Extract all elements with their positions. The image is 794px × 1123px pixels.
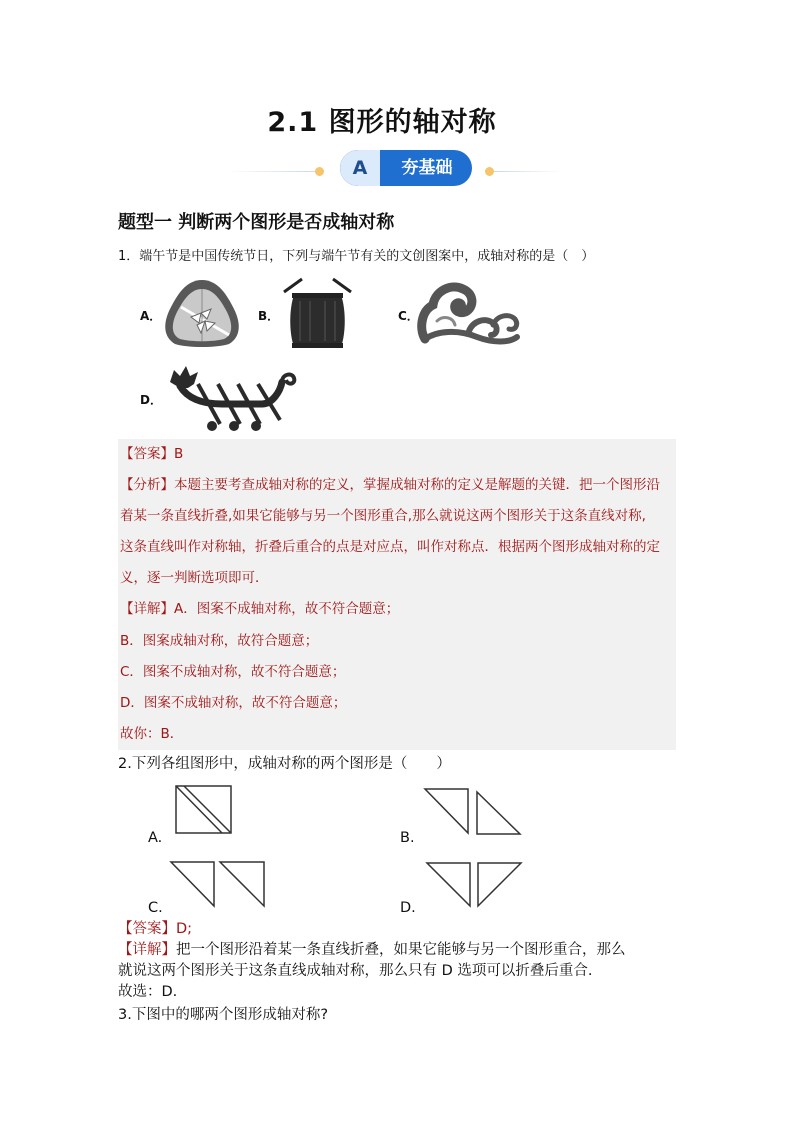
q1-analysis-line-2: 着某一条直线折叠,如果它能够与另一个图形重合,那么就说这两个图形关于这条直线对称, [120, 508, 646, 524]
band-dot-left [315, 167, 324, 176]
section-heading: 题型一 判断两个图形是否成轴对称 [118, 212, 395, 233]
level-badge [340, 150, 472, 186]
q1-option-b-label: B． [258, 309, 280, 323]
q2-answer [118, 919, 192, 940]
q1-analysis-line-1: 【分析】本题主要考查成轴对称的定义，掌握成轴对称的定义是解题的关键．把一个图形沿 [120, 477, 660, 493]
q2-detail-line-1 [118, 940, 626, 961]
q1-option-a-label: A． [140, 309, 162, 323]
q1-detail-line-3: C．图案不成轴对称，故不符合题意； [120, 664, 346, 680]
question-1-stem: 1．端午节是中国传统节日，下列与端午节有关的文创图案中，成轴对称的是（ ） [118, 249, 595, 264]
q2-figure-c [168, 858, 268, 910]
q1-detail-line-5: 故你：B． [120, 726, 184, 742]
question-2-stem: 2.下列各组图形中，成轴对称的两个图形是（ ） [118, 756, 451, 772]
q1-detail-line-1: 【详解】A．图案不成轴对称，故不符合题意； [120, 601, 400, 617]
q2-option-d-label: D. [400, 900, 416, 916]
q2-option-c-label: C. [148, 900, 163, 916]
dragon-boat-icon [162, 362, 298, 432]
q2-conclusion-value: D. [161, 984, 178, 1000]
q2-option-a-label: A. [148, 830, 163, 846]
zongzi-icon [161, 277, 243, 349]
band-line-left [228, 171, 316, 172]
auspicious-cloud-icon [417, 281, 520, 345]
q1-analysis-line-3: 这条直线叫作对称轴，折叠后重合的点是对应点，叫作对称点．根据两个图形成轴对称的定 [120, 539, 660, 555]
q2-conclusion [118, 982, 177, 1003]
band-dot-right [485, 167, 494, 176]
q2-answer-label: 【答案】 [118, 921, 176, 937]
q2-answer-value: D; [176, 921, 193, 937]
page-title: 2.1 图形的轴对称 [267, 107, 497, 138]
q2-detail-text-1: 把一个图形沿着某一条直线折叠，如果它能够与另一个图形重合，那么 [176, 942, 626, 958]
q2-option-b-label: B. [400, 830, 415, 846]
question-3-stem: 3.下图中的哪两个图形成轴对称? [118, 1007, 329, 1023]
q1-detail-line-4: D．图案不成轴对称，故不符合题意； [120, 695, 347, 711]
level-badge-text: 夯基础 [401, 158, 453, 178]
level-badge-letter: A [340, 150, 380, 186]
q1-option-d-label: D． [140, 393, 162, 407]
q1-option-c-label: C． [398, 309, 419, 323]
band-line-right [494, 171, 562, 172]
q2-figure-b [422, 786, 526, 838]
q2-figure-d [424, 860, 524, 910]
q2-conclusion-label: 故选： [118, 984, 162, 1000]
drum-icon [280, 277, 355, 350]
q2-figure-a [172, 784, 234, 836]
q1-answer: 【答案】B [120, 446, 184, 462]
q2-detail-label: 【详解】 [118, 942, 176, 958]
q1-detail-line-2: B．图案成轴对称，故符合题意； [120, 633, 319, 649]
q2-detail-line-2: 就说这两个图形关于这条直线成轴对称，那么只有 D 选项可以折叠后重合. [118, 963, 593, 979]
q1-analysis-line-4: 义，逐一判断选项即可． [120, 570, 269, 586]
